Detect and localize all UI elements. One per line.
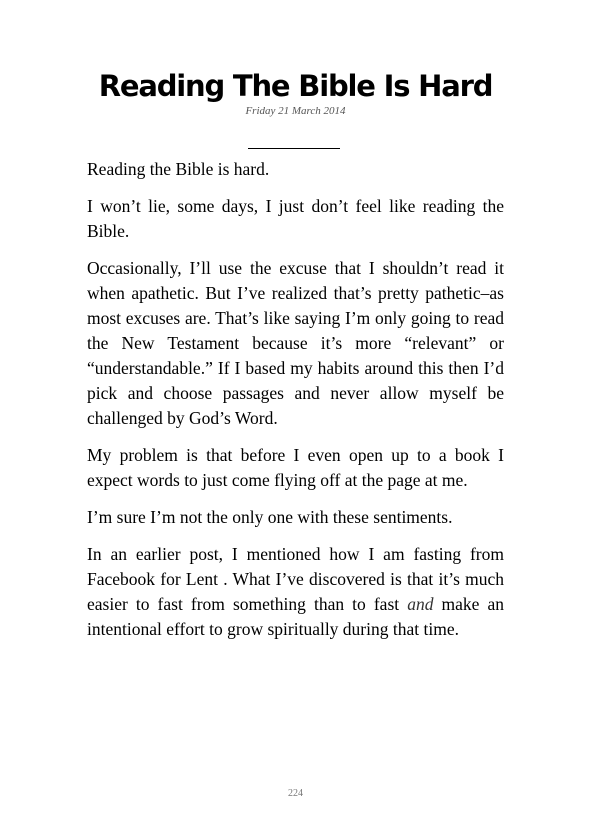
post-date: Friday 21 March 2014 — [245, 105, 346, 117]
article-body — [87, 157, 504, 654]
page-title: Reading The Bible Is Hard — [98, 69, 493, 103]
page-number: 224 — [288, 788, 303, 799]
paragraph-6 — [87, 542, 504, 642]
title-divider — [248, 148, 340, 149]
paragraph-5: I’m sure I’m not the only one with these sentiments. — [87, 507, 453, 527]
paragraph-1: Reading the Bible is hard. — [87, 159, 270, 179]
paragraph-2: I won’t lie, some days, I just don’t feel like reading the Bible. — [87, 196, 504, 241]
paragraph-3: Occasionally, I’ll use the excuse that I shouldn’t read it when apathetic. But I’ve realized that’s pretty pathetic–as most excuses are. That’s like saying I’m only going to read the New Testament because it’s more “relevant” or “understandable.” If I based my habits around this then I’d pick and choose passages and never allow myself be challenged by God’s Word. — [87, 258, 504, 428]
paragraph-6-emphasis: and — [407, 594, 434, 614]
paragraph-6-text-start: In an earlier post, I mentioned how I am fasting from Facebook for Lent . What I’ve discovered is that it’s much easier to fast from something than to fast — [87, 544, 504, 614]
paragraph-6-text-end: make an intentional effort to grow spiritually during that time. — [87, 594, 504, 639]
paragraph-4: My problem is that before I even open up to a book I expect words to just come flying off at the page at me. — [87, 445, 504, 490]
